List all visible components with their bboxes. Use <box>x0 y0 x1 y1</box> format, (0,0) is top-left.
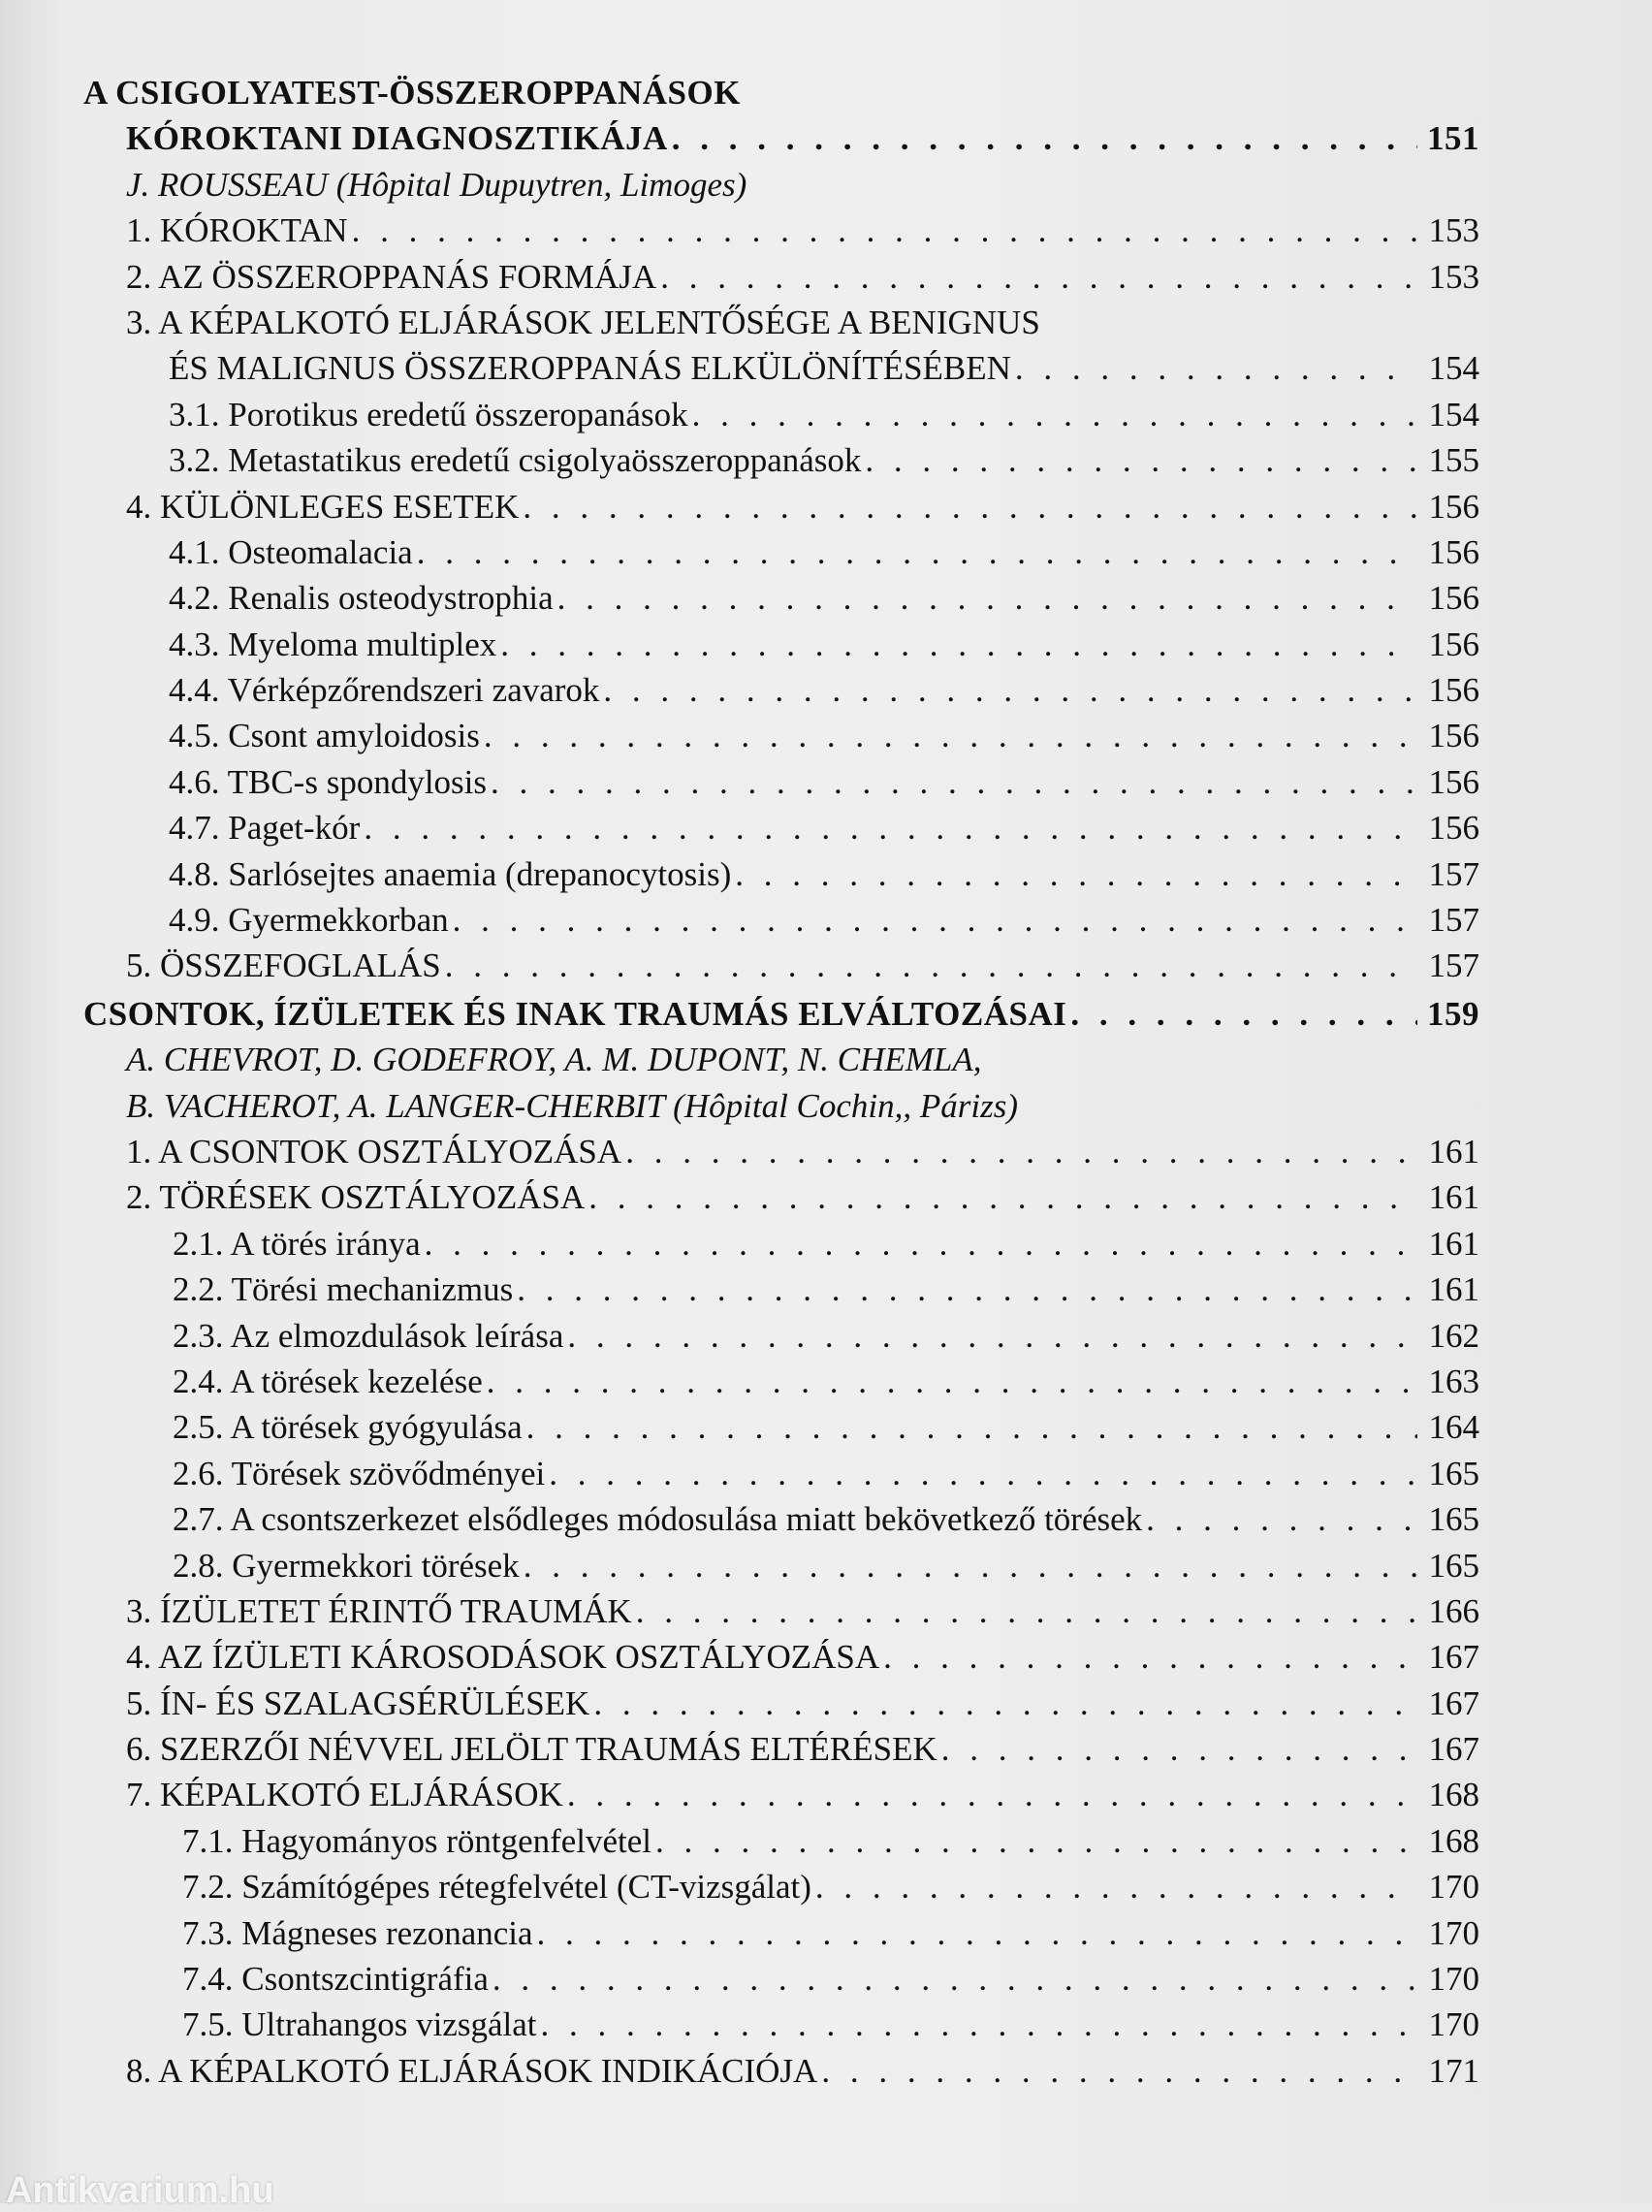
leader-dots <box>692 392 1417 437</box>
page-number: 153 <box>1428 211 1479 250</box>
leader-dots <box>883 1634 1417 1680</box>
table-of-contents <box>83 70 1479 2094</box>
entry-label: 1. A CSONTOK OSZTÁLYOZÁSA <box>126 1132 622 1170</box>
leader-dots <box>672 115 1417 161</box>
page-number: 171 <box>1428 2051 1479 2090</box>
toc-entry <box>83 1404 1479 1450</box>
leader-dots <box>636 1588 1417 1634</box>
page-number: 156 <box>1428 717 1479 755</box>
page-number: 156 <box>1428 762 1479 801</box>
leader-dots <box>941 1726 1417 1772</box>
entry-label: 2.2. Törési mechanizmus <box>173 1270 514 1309</box>
page-number: 161 <box>1428 1132 1479 1170</box>
page-number: 155 <box>1428 441 1479 480</box>
leader-dots <box>593 1681 1417 1726</box>
entry-label: 2.4. A törések kezelése <box>173 1362 483 1400</box>
page-number: 157 <box>1428 854 1479 893</box>
leader-dots <box>1146 1496 1417 1542</box>
toc-entry <box>83 1818 1479 1864</box>
entry-label: 2.7. A csontszerkezet elsődleges módosulása miatt bekövetkező törések <box>173 1500 1143 1539</box>
toc-entry <box>83 1681 1479 1726</box>
section-author: B. VACHEROT, A. LANGER-CHERBIT (Hôpital Cochin,, Párizs) <box>126 1086 1019 1125</box>
leader-dots <box>603 667 1417 713</box>
page-number: 166 <box>1428 1591 1479 1630</box>
leader-dots <box>549 1451 1417 1496</box>
section-title: KÓROKTANI DIAGNOSZTIKÁJA <box>126 119 668 158</box>
page-number: 156 <box>1428 579 1479 618</box>
leader-dots <box>523 484 1417 529</box>
entry-label: 4.7. Paget-kór <box>169 809 361 848</box>
leader-dots <box>540 2002 1417 2047</box>
toc-entry <box>83 115 1479 161</box>
page-number: 156 <box>1428 809 1479 848</box>
watermark-logo: Antikvarium.hu <box>6 2170 274 2211</box>
entry-label: 4.8. Sarlósejtes anaemia (drepanocytosis) <box>169 854 732 893</box>
entry-label: 7.1. Hagyományos röntgenfelvétel <box>182 1821 652 1860</box>
entry-label: 6. SZERZŐI NÉVVEL JELÖLT TRAUMÁS ELTÉRÉSEK <box>126 1730 937 1769</box>
page-number: 157 <box>1428 901 1479 940</box>
section-author: A. CHEVROT, D. GODEFROY, A. M. DUPONT, N. CHEMLA, <box>126 1041 982 1079</box>
entry-label: 4.2. Renalis osteodystrophia <box>169 579 554 618</box>
toc-entry <box>83 1772 1479 1817</box>
leader-dots <box>417 529 1417 575</box>
entry-label: 2.6. Törések szövődményei <box>173 1454 546 1492</box>
toc-entry <box>83 1313 1479 1359</box>
leader-dots <box>588 1174 1417 1220</box>
entry-label: 7. KÉPALKOTÓ ELJÁRÁSOK <box>126 1776 563 1814</box>
entry-label: 4. AZ ÍZÜLETI KÁROSODÁSOK OSZTÁLYOZÁSA <box>126 1638 880 1677</box>
page-number: 161 <box>1428 1270 1479 1309</box>
page-number: 162 <box>1428 1316 1479 1355</box>
page-number: 163 <box>1428 1362 1479 1400</box>
page-number: 157 <box>1428 946 1479 985</box>
toc-entry <box>83 1496 1479 1542</box>
entry-label: 3.1. Porotikus eredetű összeropanások <box>169 395 688 433</box>
toc-entry <box>83 1266 1479 1312</box>
page-number: 167 <box>1428 1730 1479 1769</box>
section-author: J. ROUSSEAU (Hôpital Dupuytren, Limoges) <box>126 165 747 204</box>
leader-dots <box>425 1221 1417 1266</box>
page-number: 154 <box>1428 395 1479 433</box>
toc-entry <box>83 1174 1479 1220</box>
toc-entry <box>83 529 1479 575</box>
toc-entry <box>83 254 1479 300</box>
leader-dots <box>352 208 1417 253</box>
page-number: 151 <box>1427 119 1479 158</box>
toc-entry <box>83 484 1479 529</box>
page-number: 168 <box>1428 1821 1479 1860</box>
entry-label: 4. KÜLÖNLEGES ESETEK <box>126 487 520 526</box>
leader-dots <box>625 1129 1417 1174</box>
leader-dots <box>1015 345 1417 391</box>
entry-label: 2.1. A törés iránya <box>173 1224 421 1263</box>
toc-entry <box>83 991 1479 1037</box>
toc-entry <box>83 943 1479 988</box>
toc-entry <box>83 1359 1479 1404</box>
toc-entry <box>83 1221 1479 1266</box>
entry-label: 4.1. Osteomalacia <box>169 532 413 571</box>
entry-label: 4.3. Myeloma multiplex <box>169 625 497 663</box>
toc-entry <box>83 208 1479 253</box>
entry-label: 3. ÍZÜLETET ÉRINTŐ TRAUMÁK <box>126 1591 632 1630</box>
page-number: 165 <box>1428 1500 1479 1539</box>
toc-entry <box>83 437 1479 483</box>
entry-label: 4.5. Csont amyloidosis <box>169 717 480 755</box>
entry-label: ÉS MALIGNUS ÖSSZEROPPANÁS ELKÜLÖNÍTÉSÉBEN <box>169 349 1011 388</box>
toc-entry <box>83 713 1479 758</box>
toc-entry <box>83 1588 1479 1634</box>
toc-entry <box>83 2002 1479 2047</box>
leader-dots <box>1070 991 1417 1037</box>
entry-label: 2. AZ ÖSSZEROPPANÁS FORMÁJA <box>126 257 657 296</box>
section-title-line <box>83 70 1479 115</box>
section-title: A CSIGOLYATEST-ÖSSZEROPPANÁSOK <box>83 74 741 112</box>
entry-label: 1. KÓROKTAN <box>126 211 348 250</box>
leader-dots <box>655 1818 1417 1864</box>
entry-label: 2.5. A törések gyógyulása <box>173 1408 523 1447</box>
entry-label: 7.2. Számítógépes rétegfelvétel (CT-vizsgálat) <box>182 1868 811 1907</box>
leader-dots <box>557 575 1417 621</box>
entry-label: 7.5. Ultrahangos vizsgálat <box>182 2005 537 2044</box>
toc-entry <box>83 805 1479 850</box>
toc-entry <box>83 1864 1479 1909</box>
leader-dots <box>492 1956 1417 2002</box>
page-number: 161 <box>1428 1178 1479 1217</box>
leader-dots <box>567 1772 1417 1817</box>
leader-dots <box>815 1864 1417 1909</box>
page-number: 161 <box>1428 1224 1479 1263</box>
page-number: 170 <box>1428 2005 1479 2044</box>
entry-label: 5. ÖSSZEFOGLALÁS <box>126 946 441 985</box>
page-number: 167 <box>1428 1638 1479 1677</box>
toc-entry <box>83 1956 1479 2002</box>
entry-label: 5. ÍN- ÉS SZALAGSÉRÜLÉSEK <box>126 1683 590 1722</box>
page-number: 170 <box>1428 1960 1479 1999</box>
leader-dots <box>865 437 1417 483</box>
entry-label: 4.4. Vérképzőrendszeri zavarok <box>169 671 600 710</box>
toc-entry <box>83 300 1479 345</box>
toc-entry <box>83 392 1479 437</box>
leader-dots <box>517 1266 1417 1312</box>
page-number: 154 <box>1428 349 1479 388</box>
toc-entry <box>83 1129 1479 1174</box>
page-number: 168 <box>1428 1776 1479 1814</box>
page-number: 165 <box>1428 1546 1479 1585</box>
leader-dots <box>567 1313 1417 1359</box>
entry-label: 3. A KÉPALKOTÓ ELJÁRÁSOK JELENTŐSÉGE A BENIGNUS <box>126 303 1040 341</box>
entry-label: 2.3. Az elmozdulások leírása <box>173 1316 564 1355</box>
toc-entry <box>83 2048 1479 2094</box>
page-number: 156 <box>1428 532 1479 571</box>
page-number: 164 <box>1428 1408 1479 1447</box>
entry-label: 7.4. Csontszcintigráfia <box>182 1960 489 1999</box>
toc-entry <box>83 667 1479 713</box>
leader-dots <box>526 1404 1417 1450</box>
leader-dots <box>735 851 1417 897</box>
leader-dots <box>500 622 1417 667</box>
leader-dots <box>660 254 1417 300</box>
leader-dots <box>821 2048 1417 2094</box>
leader-dots <box>364 805 1417 850</box>
page-number: 156 <box>1428 671 1479 710</box>
toc-entry <box>83 575 1479 621</box>
entry-label: 4.9. Gyermekkorban <box>169 901 449 940</box>
page-number: 153 <box>1428 257 1479 296</box>
section-title: CSONTOK, ÍZÜLETEK ÉS INAK TRAUMÁS ELVÁLTOZÁSAI <box>83 994 1067 1033</box>
entry-label: 8. A KÉPALKOTÓ ELJÁRÁSOK INDIKÁCIÓJA <box>126 2051 818 2090</box>
entry-label: 7.3. Mágneses rezonancia <box>182 1913 533 1952</box>
leader-dots <box>491 759 1417 805</box>
page-number: 156 <box>1428 487 1479 526</box>
leader-dots <box>453 897 1417 943</box>
leader-dots <box>445 943 1417 988</box>
entry-label: 2. TÖRÉSEK OSZTÁLYOZÁSA <box>126 1178 586 1217</box>
toc-entry <box>83 1910 1479 1956</box>
page-number: 170 <box>1428 1913 1479 1952</box>
page-number: 167 <box>1428 1683 1479 1722</box>
page-number: 170 <box>1428 1868 1479 1907</box>
toc-entry <box>83 1726 1479 1772</box>
leader-dots <box>537 1910 1417 1956</box>
toc-entry <box>83 345 1479 391</box>
toc-entry <box>83 1543 1479 1588</box>
leader-dots <box>524 1543 1417 1588</box>
toc-entry <box>83 851 1479 897</box>
toc-entry <box>83 1451 1479 1496</box>
entry-label: 4.6. TBC-s spondylosis <box>169 762 488 801</box>
leader-dots <box>484 713 1417 758</box>
entry-label: 2.8. Gyermekkori törések <box>173 1546 520 1585</box>
entry-label: 3.2. Metastatikus eredetű csigolyaösszeroppanások <box>169 441 862 480</box>
toc-entry <box>83 759 1479 805</box>
toc-entry <box>83 622 1479 667</box>
leader-dots <box>487 1359 1417 1404</box>
page-number: 159 <box>1427 994 1479 1033</box>
toc-entry <box>83 1634 1479 1680</box>
toc-entry <box>83 897 1479 943</box>
page-number: 156 <box>1428 625 1479 663</box>
page-number: 165 <box>1428 1454 1479 1492</box>
